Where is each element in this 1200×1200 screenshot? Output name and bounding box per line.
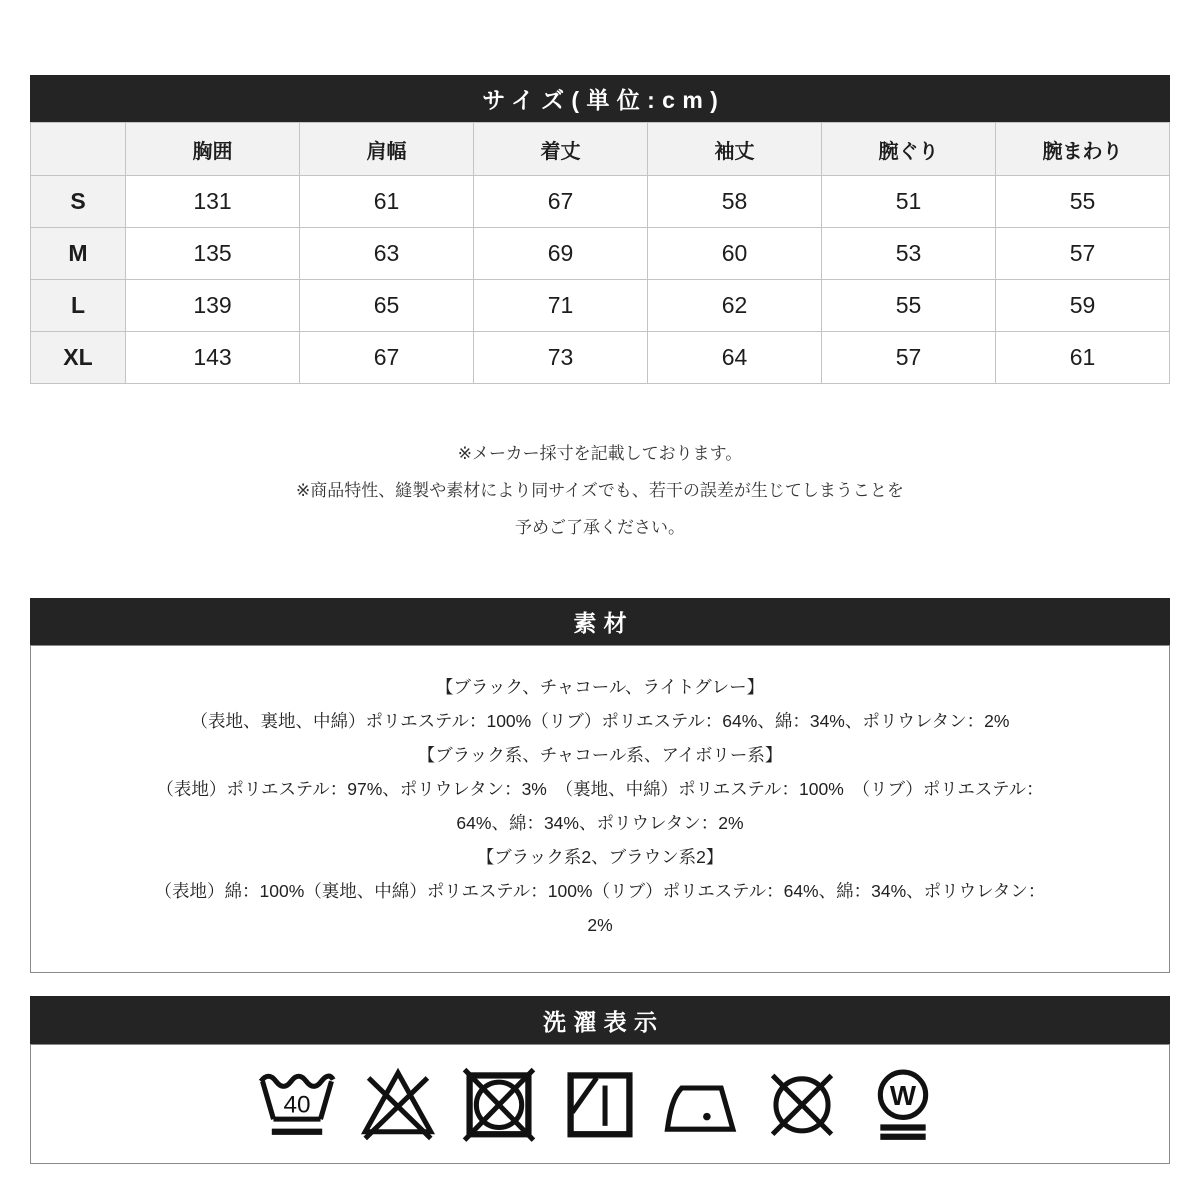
- note-line: ※メーカー採寸を記載しております。: [457, 444, 743, 463]
- size-cell: 71: [474, 280, 648, 332]
- iron-low-heat-icon: [659, 1064, 743, 1144]
- material-line: （表地）ポリエステル：97%、ポリウレタン：3% （裏地、中綿）ポリエステル：100% （リブ）ポリエステル：: [156, 779, 1044, 799]
- column-header-shoulder: 肩幅: [300, 123, 474, 176]
- material-line: 【ブラック、チャコール、ライトグレー】: [435, 677, 765, 697]
- size-chart-table: [30, 122, 1170, 384]
- size-cell: 65: [300, 280, 474, 332]
- size-cell: 55: [996, 176, 1170, 228]
- column-header-chest: 胸囲: [126, 123, 300, 176]
- size-section-title-bar: [30, 75, 1170, 122]
- wet-clean-gentle-icon: [861, 1064, 945, 1144]
- size-cell: 131: [126, 176, 300, 228]
- size-row-s: [31, 176, 1170, 228]
- note-line: ※商品特性、縫製や素材により同サイズでも、若干の誤差が生じてしまうことを: [296, 481, 904, 500]
- column-header-armhole: 腕ぐり: [822, 123, 996, 176]
- size-cell: 69: [474, 228, 648, 280]
- material-section-title: 素材: [573, 610, 635, 636]
- size-cell: 143: [126, 332, 300, 384]
- do-not-tumble-dry-icon: [457, 1064, 541, 1144]
- size-label: S: [31, 176, 126, 228]
- size-label: M: [31, 228, 126, 280]
- column-header-length: 着丈: [474, 123, 648, 176]
- size-cell: 67: [300, 332, 474, 384]
- dry-in-shade-icon: [558, 1064, 642, 1144]
- column-header-sleeve: 袖丈: [648, 123, 822, 176]
- size-cell: 139: [126, 280, 300, 332]
- svg-text:W: W: [889, 1079, 917, 1111]
- size-cell: 59: [996, 280, 1170, 332]
- laundry-symbols-panel: [30, 1044, 1170, 1164]
- size-label: XL: [31, 332, 126, 384]
- size-row-l: [31, 280, 1170, 332]
- size-cell: 73: [474, 332, 648, 384]
- size-row-m: [31, 228, 1170, 280]
- size-table-header-row: [31, 123, 1170, 176]
- svg-text:40: 40: [283, 1091, 311, 1119]
- size-cell: 63: [300, 228, 474, 280]
- material-line: 64%、綿：34%、ポリウレタン：2%: [456, 813, 744, 833]
- note-line: 予めご了承ください。: [515, 518, 685, 537]
- size-table-corner-cell: [31, 123, 126, 176]
- size-cell: 53: [822, 228, 996, 280]
- size-label: L: [31, 280, 126, 332]
- column-header-arm-circumference: 腕まわり: [996, 123, 1170, 176]
- material-details-panel: [30, 645, 1170, 973]
- size-cell: 135: [126, 228, 300, 280]
- laundry-section-title-bar: [30, 996, 1170, 1044]
- material-line: （表地、裏地、中綿）ポリエステル：100%（リブ）ポリエステル：64%、綿：34%、ポリウレタン：2%: [190, 711, 1010, 731]
- size-cell: 57: [996, 228, 1170, 280]
- size-cell: 60: [648, 228, 822, 280]
- size-cell: 58: [648, 176, 822, 228]
- size-cell: 51: [822, 176, 996, 228]
- size-cell: 67: [474, 176, 648, 228]
- wash-40-icon: [255, 1064, 339, 1144]
- size-cell: 64: [648, 332, 822, 384]
- material-line: 2%: [587, 915, 613, 935]
- do-not-bleach-icon: [356, 1064, 440, 1144]
- size-cell: 61: [996, 332, 1170, 384]
- size-cell: 55: [822, 280, 996, 332]
- material-section-title-bar: [30, 598, 1170, 645]
- size-cell: 61: [300, 176, 474, 228]
- material-line: 【ブラック系2、ブラウン系2】: [476, 847, 724, 867]
- size-cell: 57: [822, 332, 996, 384]
- material-line: 【ブラック系、チャコール系、アイボリー系】: [417, 745, 783, 765]
- material-line: （表地）綿：100%（裏地、中綿）ポリエステル：100%（リブ）ポリエステル：64%、綿：34%、ポリウレタン：: [154, 881, 1046, 901]
- size-row-xl: [31, 332, 1170, 384]
- measurement-notes: [30, 435, 1170, 546]
- size-cell: 62: [648, 280, 822, 332]
- laundry-section-title: 洗濯表示: [542, 1008, 665, 1035]
- do-not-dry-clean-icon: [760, 1064, 844, 1144]
- size-section-title: サイズ(単位:cm): [482, 87, 726, 113]
